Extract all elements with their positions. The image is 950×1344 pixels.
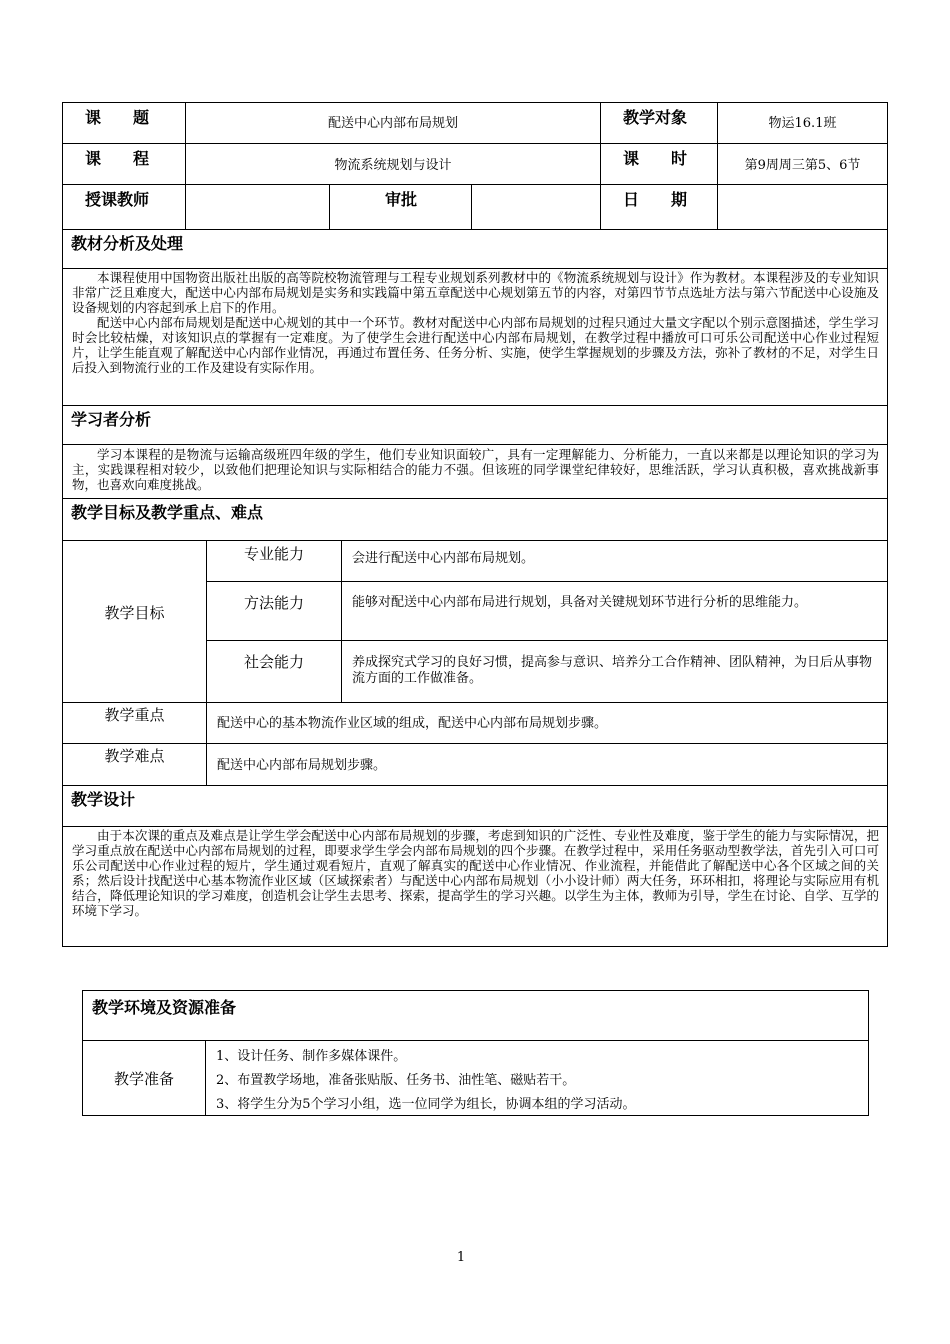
key-label-cell [62, 702, 207, 744]
topic-value-cell [185, 102, 601, 144]
teacher-value-cell [185, 184, 330, 230]
goal-text-cell-1 [341, 540, 888, 582]
material-paragraph-1: 本课程使用中国物资出版社出版的高等院校物流管理与工程专业规划系列教材中的《物流系统规划与设计》作为教材。本课程涉及的专业知识非常广泛且难度大，配送中心内部布局规划是实务和实践篇中第五章配送中心规划第五节的内容，对第四节节点选址方法与第六节配送中心设施及设备规划的内容起到承上启下的作用。 [72, 270, 879, 315]
goal-text-professional: 会进行配送中心内部布局规划。 [352, 551, 535, 566]
time-label-cell [600, 143, 718, 185]
course-label-cell [62, 143, 186, 185]
difficulty-label-cell [62, 743, 207, 786]
prep-item-3: 3、将学生分为5个学习小组，选一位同学为组长，协调本组的学习活动。 [216, 1097, 636, 1112]
difficulty-text: 配送中心内部布局规划步骤。 [217, 758, 387, 773]
environment-heading-cell [82, 990, 869, 1041]
course-value: 物流系统规划与设计 [334, 158, 452, 173]
goal-text-cell-3 [341, 640, 888, 703]
topic-label-cell [62, 102, 186, 144]
teacher-label: 授课教师 [85, 190, 150, 209]
objectives-heading-cell [62, 498, 888, 541]
goal-text-method: 能够对配送中心内部布局进行规划，具备对关键规划环节进行分析的思维能力。 [352, 595, 808, 610]
goal-name-cell-1 [206, 540, 342, 582]
goal-name-social: 社会能力 [243, 653, 304, 671]
design-body-cell [62, 826, 888, 947]
course-value-cell [185, 143, 601, 185]
learner-heading: 学习者分析 [71, 410, 152, 429]
approve-label-cell [329, 184, 472, 230]
audience-label-cell [600, 102, 718, 144]
prep-label-cell [82, 1040, 206, 1116]
key-label: 教学重点 [104, 706, 165, 724]
approve-label: 审批 [385, 190, 418, 209]
course-label: 课 程 [85, 149, 150, 168]
time-value-cell [717, 143, 888, 185]
learner-paragraph: 学习本课程的是物流与运输高级班四年级的学生，他们专业知识面较广，具有一定理解能力、分析能力，一直以来都是以理论知识的学习为主，实践课程相对较少，以致他们把理论知识与实际相结合的能力不强。但该班的同学课堂纪律较好，思维活跃，学习认真积极，喜欢挑战新事物，也喜欢向难度挑战。 [72, 447, 879, 492]
design-heading: 教学设计 [71, 790, 136, 809]
goal-name-cell-3 [206, 640, 342, 703]
goal-text-social: 养成探究式学习的良好习惯，提高参与意识、培养分工合作精神、团队精神，为日后从事物流方面的工作做准备。 [352, 655, 873, 686]
audience-label: 教学对象 [623, 108, 688, 127]
teacher-label-cell [62, 184, 186, 230]
prep-item-2: 2、布置教学场地，准备张贴版、任务书、油性笔、磁贴若干。 [216, 1073, 576, 1088]
prep-label: 教学准备 [113, 1070, 174, 1088]
goal-name-method: 方法能力 [243, 594, 304, 612]
page-number: 1 [456, 1250, 466, 1265]
date-label: 日 期 [623, 190, 688, 209]
learner-body-cell [62, 444, 888, 499]
goal-label-cell [62, 540, 207, 703]
date-label-cell [600, 184, 718, 230]
audience-value: 物运16.1班 [768, 116, 837, 131]
design-heading-cell [62, 785, 888, 827]
key-text: 配送中心的基本物流作业区域的组成，配送中心内部布局规划步骤。 [217, 716, 608, 731]
material-paragraph-2: 配送中心内部布局规划是配送中心规划的其中一个环节。教材对配送中心内部布局规划的过程只通过大量文字配以个别示意图描述，学生学习时会比较枯燥，对该知识点的掌握有一定难度。为了使学生会进行配送中心内部布局规划，在教学过程中播放可口可乐公司配送中心作业过程短片，让学生能直观了解配送中心内部作业情况，再通过布置任务、任务分析、实施，使学生掌握规划的步骤及方法，弥补了教材的不足，对学生日后投入到物流行业的工作及建设有实际作用。 [72, 315, 879, 375]
goal-text-cell-2 [341, 581, 888, 641]
topic-value: 配送中心内部布局规划 [327, 116, 458, 131]
goal-label: 教学目标 [104, 604, 165, 622]
approve-value-cell [471, 184, 601, 230]
topic-label: 课 题 [85, 108, 150, 127]
material-heading: 教材分析及处理 [71, 234, 184, 253]
objectives-heading: 教学目标及教学重点、难点 [71, 503, 264, 522]
goal-name-cell-2 [206, 581, 342, 641]
prep-item-1: 1、设计任务、制作多媒体课件。 [216, 1049, 407, 1064]
difficulty-label: 教学难点 [104, 747, 165, 765]
audience-value-cell [717, 102, 888, 144]
key-text-cell [206, 702, 888, 744]
date-value-cell [717, 184, 888, 230]
environment-heading: 教学环境及资源准备 [92, 998, 237, 1017]
material-body-cell [62, 268, 888, 406]
time-label: 课 时 [623, 149, 688, 168]
design-paragraph: 由于本次课的重点及难点是让学生学会配送中心内部布局规划的步骤，考虑到知识的广泛性、专业性及难度，鉴于学生的能力与实际情况，把学习重点放在配送中心内部布局规划的过程，即要求学生学会内部布局规划的四个步骤。在教学过程中，采用任务驱动型教学法，首先引入可口可乐公司配送中心作业过程的短片，学生通过观看短片，直观了解真实的配送中心作业情况、作业流程，并能借此了解配送中心各个区域之间的关系；然后设计找配送中心基本物流作业区域（区域探索者）与配送中心内部布局规划（小小设计师）两大任务，环环相扣，将理论与实际应用有机结合，降低理论知识的学习难度，创造机会让学生去思考、探索，提高学生的学习兴趣。以学生为主体，教师为引导，学生在讨论、自学、互学的环境下学习。 [72, 828, 879, 918]
learner-heading-cell [62, 405, 888, 445]
time-value: 第9周周三第5、6节 [744, 158, 861, 173]
difficulty-text-cell [206, 743, 888, 786]
goal-name-professional: 专业能力 [243, 545, 304, 563]
prep-items-cell [205, 1040, 869, 1116]
material-heading-cell [62, 229, 888, 269]
